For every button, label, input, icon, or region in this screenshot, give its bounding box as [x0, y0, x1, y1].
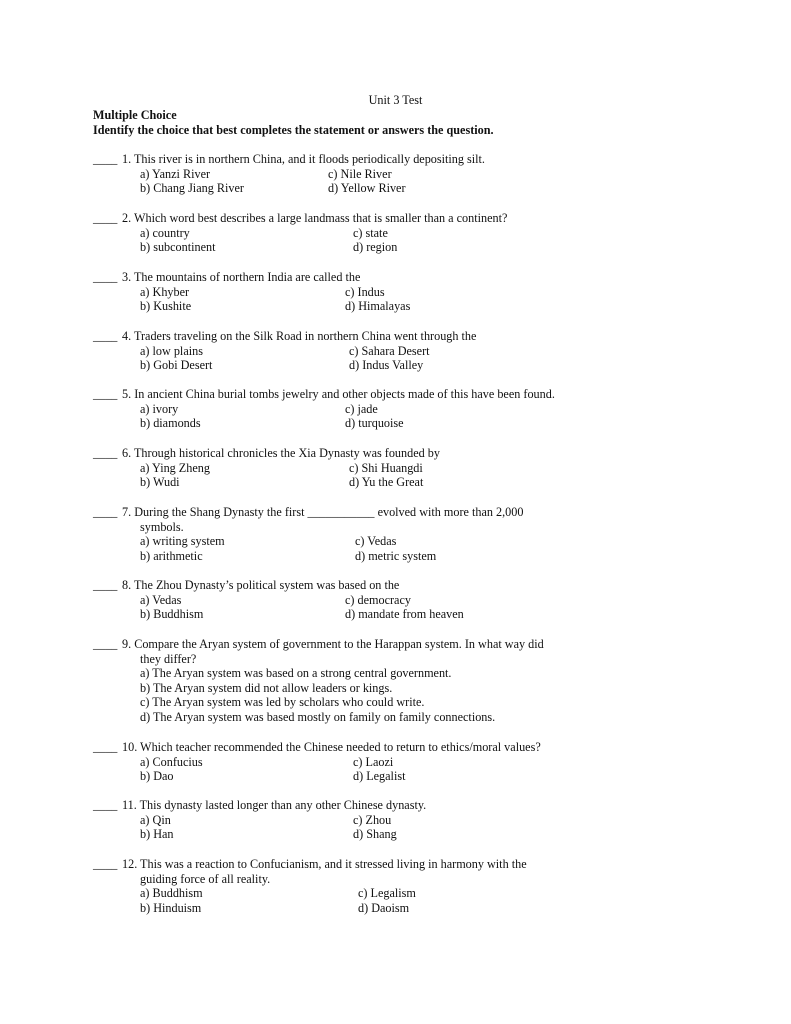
question-stem-line: [93, 872, 693, 887]
answer-option: c) Sahara Desert: [349, 343, 430, 358]
answer-blank[interactable]: ____: [93, 387, 118, 401]
option-row: [93, 755, 693, 770]
question-5: [93, 387, 693, 431]
answer-option: d) The Aryan system was based mostly on family on family connections.: [140, 709, 496, 724]
answer-blank[interactable]: ____: [93, 637, 118, 651]
question-text: 7. During the Shang Dynasty the first ___________ evolved with more than 2,000: [122, 505, 524, 519]
question-text: 9. Compare the Aryan system of government to the Harappan system. In what way did: [122, 637, 544, 651]
option-row: [93, 681, 693, 696]
answer-blank[interactable]: ____: [93, 211, 118, 225]
answer-option: b) arithmetic: [140, 548, 203, 563]
option-row: [93, 358, 693, 373]
answer-option: c) Nile River: [328, 166, 392, 181]
answer-option: c) Indus: [345, 284, 385, 299]
question-10: [93, 740, 693, 784]
question-text: 1. This river is in northern China, and it floods periodically depositing silt.: [122, 152, 485, 166]
answer-option: c) Laozi: [353, 754, 394, 769]
option-row: [93, 901, 693, 916]
answer-option: a) Confucius: [140, 754, 203, 769]
question-2: [93, 211, 693, 255]
instructions: Identify the choice that best completes the statement or answers the question.: [93, 123, 494, 137]
question-7: [93, 505, 693, 563]
answer-option: c) The Aryan system was led by scholars who could write.: [140, 695, 425, 710]
question-text: 2. Which word best describes a large landmass that is smaller than a continent?: [122, 211, 508, 225]
option-row: [93, 695, 693, 710]
answer-option: c) jade: [345, 401, 378, 416]
question-text: guiding force of all reality.: [140, 871, 271, 886]
question-text: 8. The Zhou Dynasty’s political system was based on the: [122, 578, 400, 592]
option-row: [93, 416, 693, 431]
answer-option: c) Zhou: [353, 812, 392, 827]
option-row: [93, 607, 693, 622]
answer-option: d) Shang: [353, 827, 397, 842]
page-title: Unit 3 Test: [368, 93, 423, 107]
question-text: 4. Traders traveling on the Silk Road in northern China went through the: [122, 329, 477, 343]
answer-option: c) Vedas: [355, 534, 397, 549]
option-row: [93, 402, 693, 417]
answer-option: d) region: [353, 240, 398, 255]
answer-option: a) low plains: [140, 343, 203, 358]
answer-option: d) mandate from heaven: [345, 607, 464, 622]
question-12: [93, 857, 693, 915]
option-row: [93, 827, 693, 842]
question-text: 5. In ancient China burial tombs jewelry and other objects made of this have been found.: [122, 387, 555, 401]
question-stem-line: [93, 211, 693, 226]
question-text: 3. The mountains of northern India are called the: [122, 270, 361, 284]
answer-option: d) Yellow River: [328, 181, 406, 196]
question-9: [93, 637, 693, 725]
question-text: they differ?: [140, 651, 197, 666]
answer-option: d) Yu the Great: [349, 475, 424, 490]
question-1: [93, 152, 693, 196]
answer-option: d) metric system: [355, 548, 437, 563]
option-row: [93, 461, 693, 476]
option-row: [93, 593, 693, 608]
option-row: [93, 226, 693, 241]
section-heading: Multiple Choice: [93, 108, 177, 122]
answer-blank[interactable]: ____: [93, 740, 118, 754]
answer-option: c) state: [353, 225, 388, 240]
question-11: [93, 798, 693, 842]
answer-option: d) Daoism: [358, 900, 410, 915]
answer-option: b) Gobi Desert: [140, 358, 213, 373]
answer-option: b) Han: [140, 827, 174, 842]
option-row: [93, 549, 693, 564]
question-stem-line: [93, 329, 693, 344]
question-3: [93, 270, 693, 314]
answer-blank[interactable]: ____: [93, 857, 118, 871]
option-row: [93, 181, 693, 196]
answer-option: b) diamonds: [140, 416, 201, 431]
answer-option: c) Shi Huangdi: [349, 460, 423, 475]
answer-option: a) Vedas: [140, 592, 182, 607]
question-4: [93, 329, 693, 373]
answer-option: a) Khyber: [140, 284, 190, 299]
option-row: [93, 534, 693, 549]
answer-option: d) turquoise: [345, 416, 404, 431]
question-stem-line: [93, 857, 693, 872]
answer-option: b) Buddhism: [140, 607, 204, 622]
option-row: [93, 666, 693, 681]
answer-option: c) Legalism: [358, 886, 416, 901]
question-stem-line: [93, 798, 693, 813]
option-row: [93, 299, 693, 314]
answer-blank[interactable]: ____: [93, 798, 118, 812]
answer-option: b) Chang Jiang River: [140, 181, 244, 196]
option-row: [93, 475, 693, 490]
answer-option: b) Wudi: [140, 475, 180, 490]
answer-option: a) country: [140, 225, 190, 240]
question-stem-line: [93, 505, 693, 520]
question-text: 10. Which teacher recommended the Chinese needed to return to ethics/moral values?: [122, 740, 541, 754]
answer-option: a) Ying Zheng: [140, 460, 210, 475]
answer-blank[interactable]: ____: [93, 578, 118, 592]
question-stem-line: [93, 740, 693, 755]
option-row: [93, 886, 693, 901]
answer-blank[interactable]: ____: [93, 446, 118, 460]
question-text: 11. This dynasty lasted longer than any other Chinese dynasty.: [122, 798, 427, 812]
answer-option: a) Buddhism: [140, 886, 203, 901]
question-8: [93, 578, 693, 622]
answer-option: d) Himalayas: [345, 299, 411, 314]
answer-option: b) subcontinent: [140, 240, 216, 255]
answer-option: b) The Aryan system did not allow leaders or kings.: [140, 680, 393, 695]
option-row: [93, 167, 693, 182]
question-text: 12. This was a reaction to Confucianism, and it stressed living in harmony with the: [122, 857, 527, 871]
option-row: [93, 240, 693, 255]
question-stem-line: [93, 520, 693, 535]
question-stem-line: [93, 578, 693, 593]
option-row: [93, 769, 693, 784]
question-stem-line: [93, 387, 693, 402]
answer-option: c) democracy: [345, 592, 411, 607]
question-stem-line: [93, 446, 693, 461]
answer-option: d) Indus Valley: [349, 358, 424, 373]
answer-option: b) Dao: [140, 769, 174, 784]
answer-option: a) The Aryan system was based on a strong central government.: [140, 666, 452, 681]
answer-option: a) Qin: [140, 812, 171, 827]
question-stem-line: [93, 152, 693, 167]
option-row: [93, 344, 693, 359]
answer-option: a) ivory: [140, 401, 179, 416]
question-text: 6. Through historical chronicles the Xia Dynasty was founded by: [122, 446, 440, 460]
question-stem-line: [93, 270, 693, 285]
answer-option: b) Kushite: [140, 299, 192, 314]
question-6: [93, 446, 693, 490]
answer-blank[interactable]: ____: [93, 270, 118, 284]
option-row: [93, 710, 693, 725]
option-row: [93, 285, 693, 300]
answer-blank[interactable]: ____: [93, 152, 118, 166]
answer-option: d) Legalist: [353, 769, 406, 784]
option-row: [93, 813, 693, 828]
answer-blank[interactable]: ____: [93, 505, 118, 519]
question-stem-line: [93, 652, 693, 667]
answer-option: a) writing system: [140, 534, 225, 549]
answer-option: b) Hinduism: [140, 900, 202, 915]
question-text: symbols.: [140, 519, 184, 534]
answer-option: a) Yanzi River: [140, 166, 211, 181]
question-stem-line: [93, 637, 693, 652]
answer-blank[interactable]: ____: [93, 329, 118, 343]
